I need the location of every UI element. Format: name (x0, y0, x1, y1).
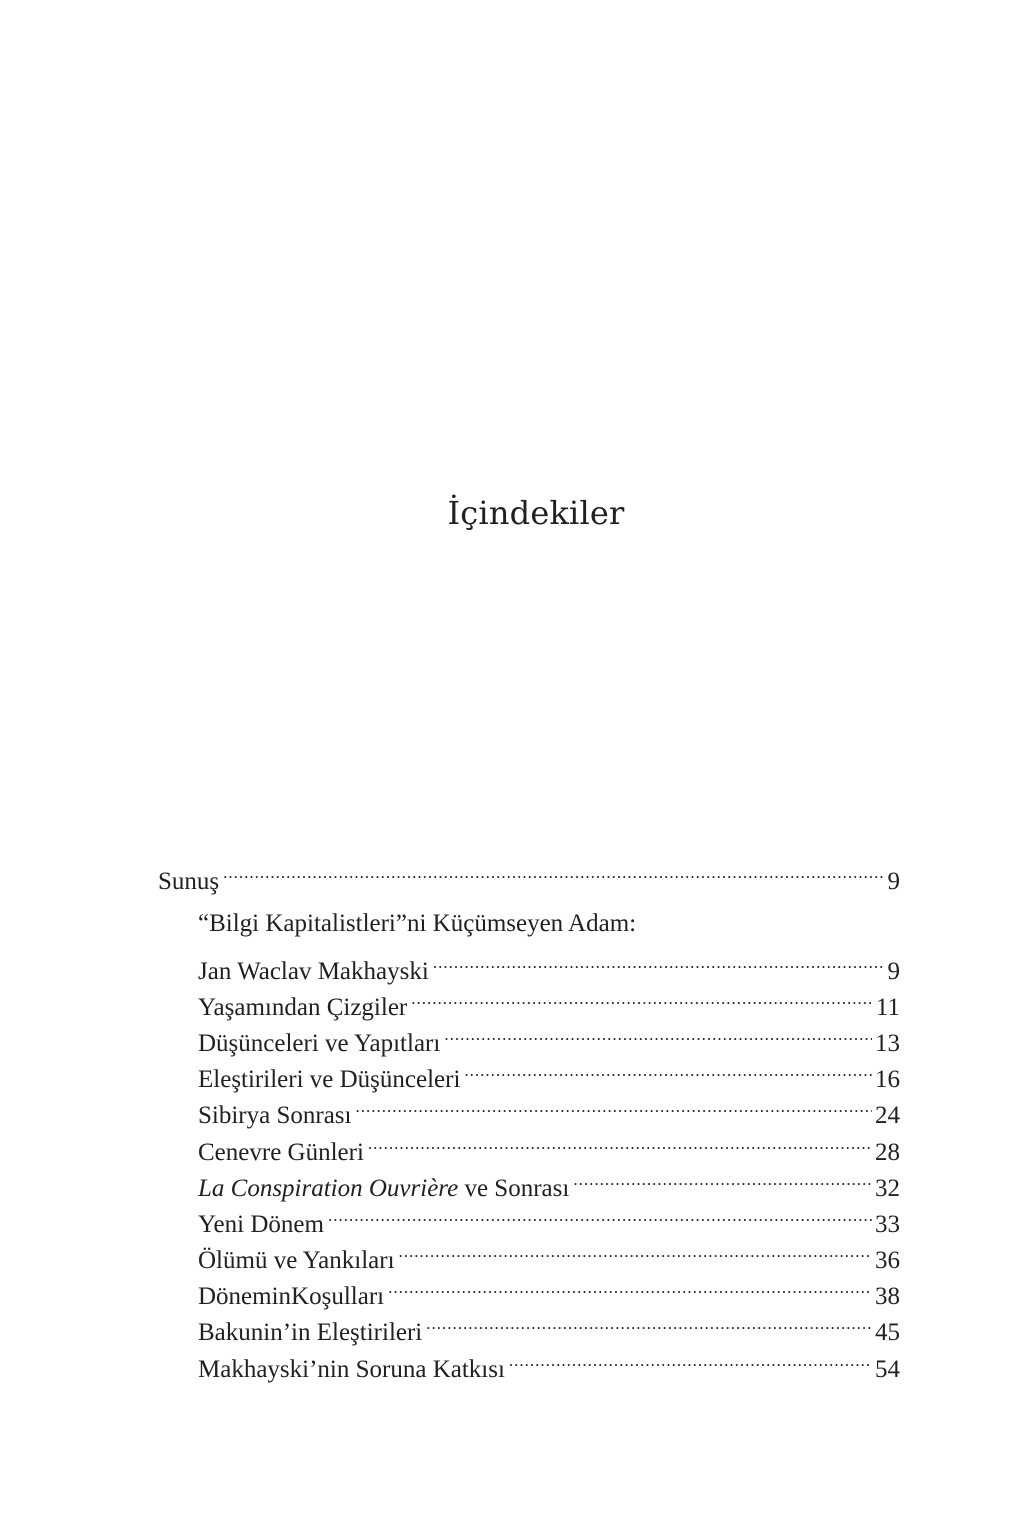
toc-entry-label: Makhayski’nin Soruna Katkısı (198, 1355, 505, 1383)
toc-entry-label: Cenevre Günleri (198, 1138, 364, 1166)
toc-entry-page: 32 (875, 1174, 900, 1202)
dot-leader (433, 942, 885, 978)
dot-leader (426, 1304, 872, 1340)
toc-entry-page: 24 (875, 1102, 900, 1130)
toc-entry-page: 33 (875, 1210, 900, 1238)
page-title: İçindekiler (447, 494, 625, 532)
toc-entry-label: Yaşamından Çizgiler (198, 993, 408, 1021)
dot-leader (223, 853, 884, 889)
toc-entry-sunus[interactable] (158, 853, 900, 896)
toc-entry-label: Jan Waclav Makhayski (198, 957, 429, 985)
toc-entry-page: 36 (875, 1247, 900, 1275)
toc-entry-label-rest: ve Sonrası (458, 1174, 570, 1202)
toc-entry-page: 16 (875, 1066, 900, 1094)
toc-subheading (158, 906, 900, 942)
dot-leader (509, 1340, 872, 1376)
toc-entry-page: 11 (875, 993, 900, 1021)
toc-entry-label: Eleştirileri ve Düşünceleri (198, 1066, 461, 1094)
toc-entry-label: Sibirya Sonrası (198, 1102, 352, 1130)
dot-leader (464, 1051, 872, 1087)
toc-entry-label-italic: La Conspiration Ouvrière (198, 1174, 459, 1202)
toc-entry-label: Düşünceleri ve Yapıtları (198, 1029, 441, 1057)
dot-leader (368, 1123, 872, 1159)
dot-leader (399, 1232, 872, 1268)
toc-entry[interactable] (158, 942, 900, 985)
toc-entry-page: 38 (875, 1283, 900, 1311)
toc-entry-page: 45 (875, 1319, 900, 1347)
table-of-contents (158, 853, 900, 1383)
dot-leader (573, 1160, 872, 1196)
toc-entry-label: Sunuş (158, 868, 220, 896)
dot-leader (411, 979, 873, 1015)
toc-entry-label: DöneminKoşulları (198, 1283, 385, 1311)
toc-entry-page: 13 (875, 1029, 900, 1057)
toc-entry-page: 28 (875, 1138, 900, 1166)
toc-entry-page: 9 (887, 868, 900, 896)
toc-entry-page: 54 (875, 1355, 900, 1383)
dot-leader (328, 1196, 872, 1232)
spacer (158, 889, 900, 906)
toc-entry-label: Ölümü ve Yankıları (198, 1247, 395, 1275)
toc-subheading-label: “Bilgi Kapitalistleri”ni Küçümseyen Adam: (198, 910, 637, 938)
toc-entry-page: 9 (887, 957, 900, 985)
dot-leader (355, 1087, 872, 1123)
toc-entry-label: Bakunin’in Eleştirileri (198, 1319, 423, 1347)
dot-leader (444, 1015, 872, 1051)
dot-leader (388, 1268, 872, 1304)
toc-entry-label: Yeni Dönem (198, 1210, 324, 1238)
